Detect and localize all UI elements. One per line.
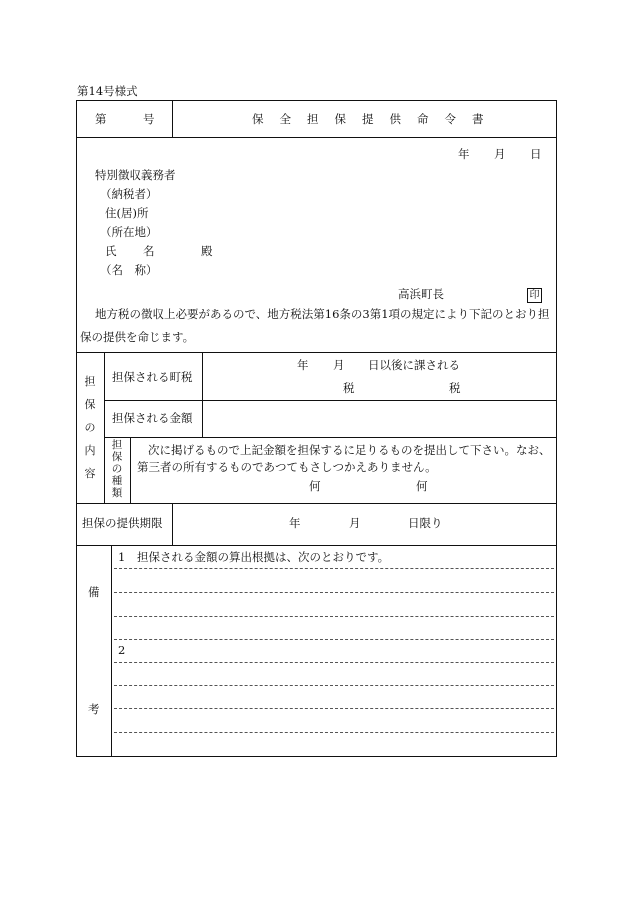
kind-label-char-5: 類 [111,487,123,499]
kind-label-char-4: 種 [111,475,123,487]
issuer-title: 高浜町長 [398,287,444,301]
collateral-label-char-3: の [84,421,96,434]
addressee-location: （所在地） [100,225,158,239]
date-month: 月 [494,147,506,161]
kind-label-char-1: 担 [111,439,123,451]
remarks-item1-text: 担保される金額の算出根拠は、次のとおりです。 [137,550,390,564]
tax-line1-year: 年 [297,358,309,372]
remarks-label-1: 備 [88,585,100,599]
kind-text-line1: 次に掲げるもので上記金額を担保するに足りるものを提出して下さい。なお、 [148,443,551,457]
addressee-entity-name: （名 称） [100,263,158,277]
tax-line2-b: 税 [449,381,461,395]
amount-label: 担保される金額 [112,411,193,425]
remarks-item1-number: 1 [118,550,126,564]
addressee-name-1: 氏 [105,244,117,258]
kind-label-char-2: 保 [111,451,123,463]
number-label-1: 第 [95,112,107,126]
date-year: 年 [458,147,470,161]
intro-divider [76,352,557,353]
deadline-day: 日限り [408,516,443,530]
remarks-dashed-line [114,639,554,640]
addressee-honorific: 殿 [201,244,213,258]
remarks-vdivider [111,545,112,757]
collateral-divider [76,503,557,504]
document-title: 保全担保提供命令書 [252,112,500,126]
collateral-label-char-4: 内 [84,444,96,457]
deadline-vdivider [172,503,173,545]
tax-line1-rest: 日以後に課される [368,358,460,372]
deadline-divider [76,545,557,546]
deadline-year: 年 [289,516,301,530]
deadline-month: 月 [349,516,361,530]
number-label-2: 号 [143,112,155,126]
body-text-line2: 保の提供を命じます。 [80,330,195,344]
kind-text-line3-b: 何 [416,479,428,493]
remarks-dashed-line [114,685,554,686]
kind-label-char-3: の [111,463,123,475]
addressee-address: 住(居)所 [105,206,149,220]
addressee-role: 特別徴収義務者 [95,168,176,182]
tax-row-divider [104,400,557,401]
seal-mark: 印 [527,288,542,303]
remarks-item2-number: 2 [118,643,126,657]
addressee-name-2: 名 [143,244,155,258]
remarks-dashed-line [114,592,554,593]
remarks-dashed-line [114,568,554,569]
amount-row-divider [104,437,557,438]
collateral-label-char-1: 担 [84,375,96,388]
kind-text-line2: 第三者の所有するものであつてもさしつかえありません。 [137,460,437,474]
tax-line1-month: 月 [333,358,345,372]
deadline-label: 担保の提供期限 [82,516,163,530]
date-day: 日 [530,147,542,161]
header-vdivider [172,100,173,137]
kind-label-vdivider [130,437,131,503]
remarks-dashed-line [114,616,554,617]
remarks-dashed-line [114,662,554,663]
tax-line2-a: 税 [343,381,355,395]
remarks-dashed-line [114,732,554,733]
remarks-label-2: 考 [88,702,100,716]
addressee-taxpayer: （納税者） [100,187,158,201]
remarks-dashed-line [114,708,554,709]
header-divider [76,137,557,138]
form-number: 第14号様式 [77,84,138,98]
collateral-label-char-2: 保 [84,398,96,411]
body-text-line1: 地方税の徴収上必要があるので、地方税法第16条の3第1項の規定により下記のとおり担 [95,307,550,321]
kind-text-line3-a: 何 [309,479,321,493]
collateral-label-vdivider [104,352,105,503]
tax-label: 担保される町税 [112,370,193,384]
collateral-label-char-5: 容 [84,467,96,480]
collateral-field-vdivider [202,352,203,437]
